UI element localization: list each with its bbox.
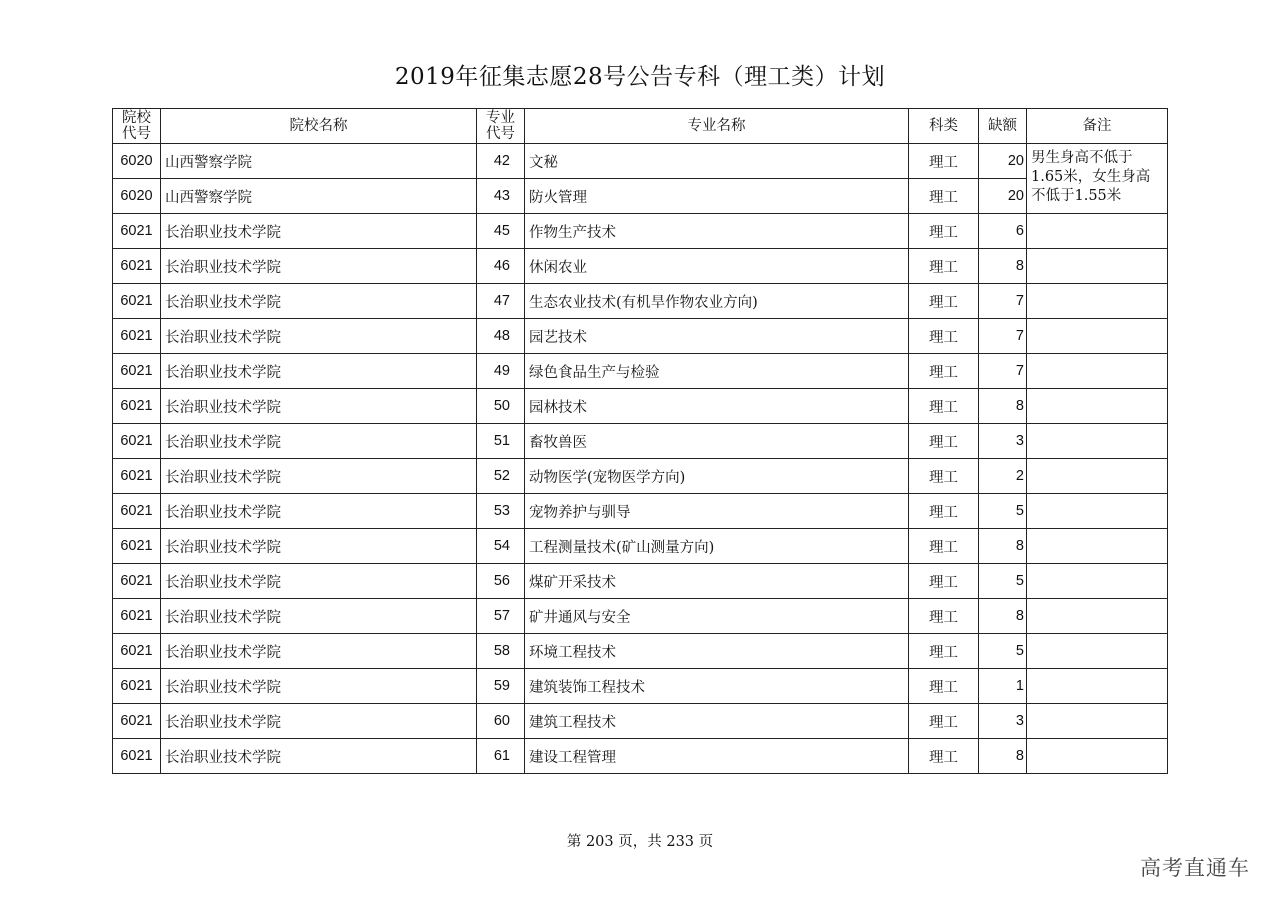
school-name-cell: 长治职业技术学院 (161, 214, 477, 249)
school-code-cell: 6021 (113, 529, 161, 564)
major-code-cell: 43 (477, 179, 525, 214)
page-number-text: 第 203 页，共 233 页 (566, 834, 714, 850)
category-cell: 理工 (909, 564, 979, 599)
major-code-cell: 54 (477, 529, 525, 564)
page-title: 2019年征集志愿28号公告专科（理工类）计划 (394, 64, 886, 90)
category-cell: 理工 (909, 249, 979, 284)
category-cell: 理工 (909, 529, 979, 564)
school-code-cell: 6021 (113, 634, 161, 669)
remark-cell (1027, 634, 1168, 669)
category-cell: 理工 (909, 739, 979, 774)
major-name-cell: 动物医学(宠物医学方向) (525, 459, 909, 494)
category-cell: 理工 (909, 144, 979, 179)
quota-cell: 8 (979, 249, 1027, 284)
major-code-cell: 60 (477, 704, 525, 739)
major-code-cell: 57 (477, 599, 525, 634)
category-cell: 理工 (909, 214, 979, 249)
table-row (113, 424, 1168, 459)
school-name-cell: 长治职业技术学院 (161, 529, 477, 564)
category-cell: 理工 (909, 424, 979, 459)
school-code-cell: 6021 (113, 669, 161, 704)
remark-cell (1027, 669, 1168, 704)
quota-cell: 2 (979, 459, 1027, 494)
school-name-cell: 长治职业技术学院 (161, 704, 477, 739)
major-code-cell: 58 (477, 634, 525, 669)
table-row (113, 669, 1168, 704)
school-code-cell: 6021 (113, 599, 161, 634)
school-code-cell: 6020 (113, 179, 161, 214)
major-name-cell: 防火管理 (525, 179, 909, 214)
remark-cell (1027, 739, 1168, 774)
remark-cell (1027, 529, 1168, 564)
header-remark: 备注 (1027, 109, 1168, 144)
major-code-cell: 56 (477, 564, 525, 599)
category-cell: 理工 (909, 354, 979, 389)
school-name-cell: 长治职业技术学院 (161, 354, 477, 389)
header-row (113, 109, 1168, 144)
table-row (113, 249, 1168, 284)
major-name-cell: 工程测量技术(矿山测量方向) (525, 529, 909, 564)
major-code-cell: 51 (477, 424, 525, 459)
major-name-cell: 煤矿开采技术 (525, 564, 909, 599)
page-footer (0, 830, 1280, 851)
school-code-cell: 6021 (113, 389, 161, 424)
major-code-cell: 61 (477, 739, 525, 774)
school-code-cell: 6021 (113, 319, 161, 354)
school-name-cell: 长治职业技术学院 (161, 249, 477, 284)
remark-cell (1027, 459, 1168, 494)
category-cell: 理工 (909, 669, 979, 704)
major-code-cell: 52 (477, 459, 525, 494)
major-name-cell: 矿井通风与安全 (525, 599, 909, 634)
major-name-cell: 绿色食品生产与检验 (525, 354, 909, 389)
school-name-cell: 山西警察学院 (161, 144, 477, 179)
header-quota: 缺额 (979, 109, 1027, 144)
category-cell: 理工 (909, 284, 979, 319)
major-code-cell: 49 (477, 354, 525, 389)
school-name-cell: 长治职业技术学院 (161, 634, 477, 669)
major-name-cell: 休闲农业 (525, 249, 909, 284)
quota-cell: 8 (979, 529, 1027, 564)
major-name-cell: 建筑装饰工程技术 (525, 669, 909, 704)
category-cell: 理工 (909, 459, 979, 494)
major-code-cell: 53 (477, 494, 525, 529)
school-name-cell: 长治职业技术学院 (161, 389, 477, 424)
school-code-cell: 6021 (113, 214, 161, 249)
major-name-cell: 生态农业技术(有机旱作物农业方向) (525, 284, 909, 319)
quota-cell: 8 (979, 389, 1027, 424)
school-code-cell: 6021 (113, 284, 161, 319)
remark-cell (1027, 564, 1168, 599)
school-name-cell: 长治职业技术学院 (161, 669, 477, 704)
school-code-cell: 6021 (113, 354, 161, 389)
watermark-logo-text: 高考直通车 (1140, 856, 1250, 880)
quota-cell: 5 (979, 494, 1027, 529)
major-name-cell: 园艺技术 (525, 319, 909, 354)
major-name-cell: 宠物养护与驯导 (525, 494, 909, 529)
header-major-code: 专业 代号 (477, 109, 525, 144)
quota-cell: 3 (979, 704, 1027, 739)
category-cell: 理工 (909, 319, 979, 354)
table-row (113, 704, 1168, 739)
remark-cell: 男生身高不低于1.65米，女生身高不低于1.55米 (1027, 144, 1168, 214)
table-row (113, 354, 1168, 389)
plan-table (112, 108, 1168, 774)
school-name-cell: 长治职业技术学院 (161, 494, 477, 529)
quota-cell: 7 (979, 284, 1027, 319)
school-code-cell: 6021 (113, 424, 161, 459)
table-row (113, 179, 1168, 214)
quota-cell: 1 (979, 669, 1027, 704)
quota-cell: 7 (979, 354, 1027, 389)
header-school-name: 院校名称 (161, 109, 477, 144)
quota-cell: 7 (979, 319, 1027, 354)
quota-cell: 8 (979, 739, 1027, 774)
category-cell: 理工 (909, 599, 979, 634)
table-row (113, 389, 1168, 424)
quota-cell: 5 (979, 564, 1027, 599)
remark-cell (1027, 214, 1168, 249)
major-code-cell: 59 (477, 669, 525, 704)
remark-cell (1027, 354, 1168, 389)
school-name-cell: 长治职业技术学院 (161, 739, 477, 774)
school-code-cell: 6021 (113, 459, 161, 494)
remark-cell (1027, 424, 1168, 459)
remark-cell (1027, 249, 1168, 284)
quota-cell: 20 (979, 179, 1027, 214)
school-name-cell: 长治职业技术学院 (161, 424, 477, 459)
major-name-cell: 建筑工程技术 (525, 704, 909, 739)
category-cell: 理工 (909, 389, 979, 424)
school-code-cell: 6021 (113, 564, 161, 599)
remark-cell (1027, 704, 1168, 739)
table-row (113, 144, 1168, 179)
major-name-cell: 畜牧兽医 (525, 424, 909, 459)
major-name-cell: 作物生产技术 (525, 214, 909, 249)
school-name-cell: 长治职业技术学院 (161, 284, 477, 319)
school-code-cell: 6020 (113, 144, 161, 179)
quota-cell: 20 (979, 144, 1027, 179)
school-name-cell: 长治职业技术学院 (161, 319, 477, 354)
major-code-cell: 48 (477, 319, 525, 354)
school-name-cell: 长治职业技术学院 (161, 459, 477, 494)
category-cell: 理工 (909, 179, 979, 214)
major-name-cell: 文秘 (525, 144, 909, 179)
header-category: 科类 (909, 109, 979, 144)
remark-cell (1027, 284, 1168, 319)
school-code-cell: 6021 (113, 249, 161, 284)
quota-cell: 5 (979, 634, 1027, 669)
quota-cell: 6 (979, 214, 1027, 249)
major-code-cell: 47 (477, 284, 525, 319)
category-cell: 理工 (909, 704, 979, 739)
school-name-cell: 长治职业技术学院 (161, 564, 477, 599)
category-cell: 理工 (909, 634, 979, 669)
quota-cell: 3 (979, 424, 1027, 459)
school-name-cell: 山西警察学院 (161, 179, 477, 214)
table-row (113, 284, 1168, 319)
table-row (113, 459, 1168, 494)
table-row (113, 494, 1168, 529)
remark-cell (1027, 494, 1168, 529)
school-code-cell: 6021 (113, 704, 161, 739)
table-row (113, 599, 1168, 634)
table-row (113, 319, 1168, 354)
quota-cell: 8 (979, 599, 1027, 634)
header-school-code: 院校 代号 (113, 109, 161, 144)
school-code-cell: 6021 (113, 494, 161, 529)
table-row (113, 634, 1168, 669)
major-name-cell: 建设工程管理 (525, 739, 909, 774)
major-name-cell: 环境工程技术 (525, 634, 909, 669)
table-row (113, 564, 1168, 599)
table-row (113, 529, 1168, 564)
header-major-name: 专业名称 (525, 109, 909, 144)
major-code-cell: 46 (477, 249, 525, 284)
major-code-cell: 42 (477, 144, 525, 179)
school-code-cell: 6021 (113, 739, 161, 774)
remark-cell (1027, 319, 1168, 354)
major-code-cell: 50 (477, 389, 525, 424)
category-cell: 理工 (909, 494, 979, 529)
remark-cell (1027, 599, 1168, 634)
table-row (113, 214, 1168, 249)
school-name-cell: 长治职业技术学院 (161, 599, 477, 634)
remark-cell (1027, 389, 1168, 424)
major-code-cell: 45 (477, 214, 525, 249)
major-name-cell: 园林技术 (525, 389, 909, 424)
table-row (113, 739, 1168, 774)
